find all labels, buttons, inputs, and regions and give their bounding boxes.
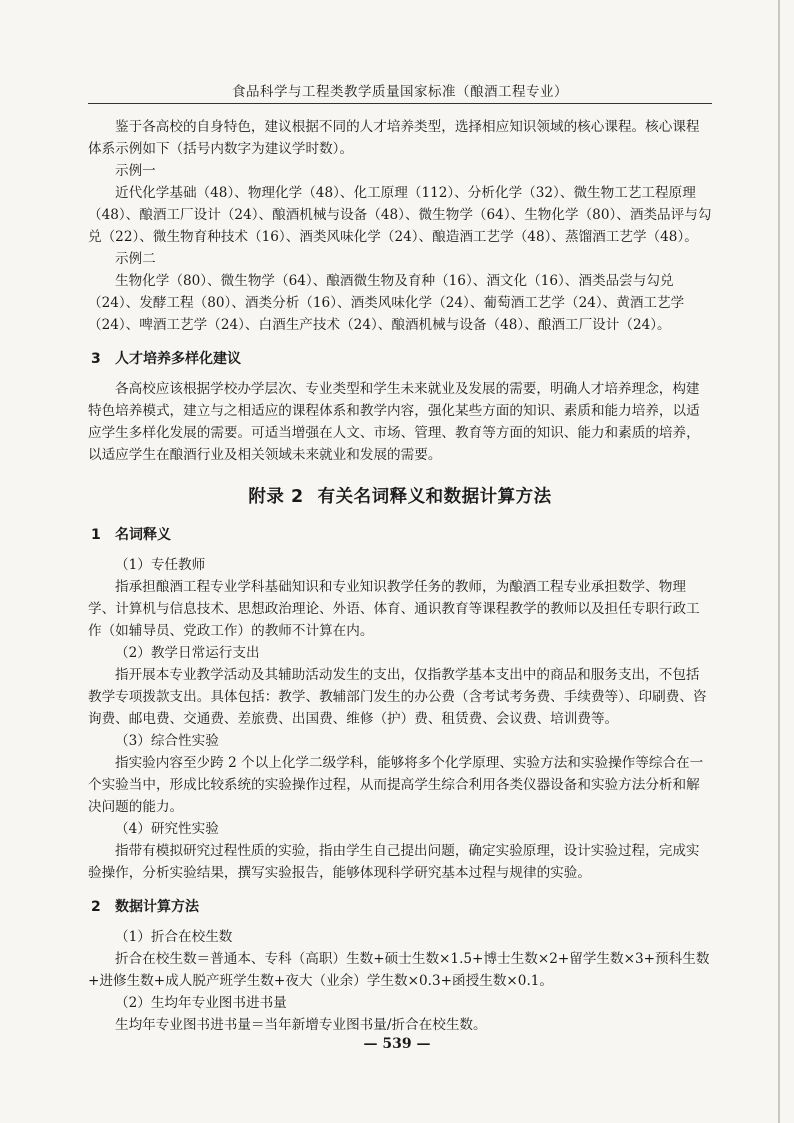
appendix-section-1-heading [88, 524, 712, 546]
appendix-section-2-number: 2 [91, 899, 101, 915]
section-3-paragraph: 各高校应该根据学校办学层次、专业类型和学生未来就业及发展的需要，明确人才培养理念，构建特色培养模式，建立与之相适应的课程体系和教学内容，强化某些方面的知识、素质和能力培养，以适应学生多样化发展的需要。可适当增强在人文、市场、管理、教育等方面的知识、能力和素质的培养，以适应学生在酿酒行业及相关领域未来就业和发展的需要。 [88, 381, 700, 463]
term-3-label: （3）综合性实验 [115, 733, 219, 749]
calc-2-formula: 生均年专业图书进书量＝当年新增专业图书量/折合在校生数。 [115, 1017, 487, 1033]
example2-courses: 生物化学（80）、微生物学（64）、酿酒微生物及育种（16）、酒文化（16）、酒类品尝与勾兑（24）、发酵工程（80）、酒类分析（16）、酒类风味化学（24）、葡萄酒工艺学（24）、黄酒工艺学（24）、啤酒工艺学（24）、白酒生产技术（24）、酿酒机械与设备（48）、酿酒工厂设计（24）。 [88, 273, 685, 333]
term-1-label: （1）专任教师 [115, 557, 206, 573]
calc-1-label: （1）折合在校生数 [115, 929, 233, 945]
calc-2-label: （2）生均年专业图书进书量 [115, 995, 287, 1011]
page-content [88, 116, 712, 1036]
appendix-section-1-number: 1 [91, 527, 101, 543]
term-2-definition: 指开展本专业教学活动及其辅助活动发生的支出，仅指教学基本支出中的商品和服务支出，不包括教学专项拨款支出。具体包括：教学、教辅部门发生的办公费（含考试考务费、手续费等）、印刷费、咨询费、邮电费、交通费、差旅费、出国费、维修（护）费、租赁费、会议费、培训费等。 [88, 667, 707, 727]
appendix-2-title [88, 486, 712, 508]
example2-label: 示例二 [115, 251, 156, 267]
example1-label: 示例一 [115, 163, 156, 179]
appendix-title-text: 有关名词释义和数据计算方法 [317, 487, 552, 507]
term-1-definition: 指承担酿酒工程专业学科基础知识和专业知识教学任务的教师，为酿酒工程专业承担数学、物理学、计算机与信息技术、思想政治理论、外语、体育、通识教育等课程教学的教师以及担任专职行政工作（如辅导员、党政工作）的教师不计算在内。 [88, 579, 700, 639]
header-rule [88, 103, 712, 104]
example1-courses: 近代化学基础（48）、物理化学（48）、化工原理（112）、分析化学（32）、微生物工艺工程原理（48）、酿酒工厂设计（24）、酿酒机械与设备（48）、微生物学（64）、生物化学（80）、酒类品评与勾兑（22）、微生物育种技术（16）、酒类风味化学（24）、酿造酒工艺学（48）、蒸馏酒工艺学（48）。 [88, 185, 712, 245]
section-3-title: 人才培养多样化建议 [115, 351, 241, 367]
running-header: 食品科学与工程类教学质量国家标准（酿酒工程专业） [232, 84, 568, 100]
section-3-heading [88, 348, 712, 370]
appendix-section-2-heading [88, 896, 712, 918]
term-2-label: （2）教学日常运行支出 [115, 645, 260, 661]
term-3-definition: 指实验内容至少跨 2 个以上化学二级学科，能够将多个化学原理、实验方法和实验操作等综合在一个实验当中，形成比较系统的实验操作过程，从而提高学生综合利用各类仪器设备和实验方法分析和解决问题的能力。 [88, 755, 704, 815]
intro-paragraph: 鉴于各高校的自身特色，建议根据不同的人才培养类型，选择相应知识领域的核心课程。核心课程体系示例如下（括号内数字为建议学时数）。 [88, 119, 700, 157]
calc-1-formula: 折合在校生数＝普通本、专科（高职）生数+硕士生数×1.5+博士生数×2+留学生数×3+预科生数+进修生数+成人脱产班学生数+夜大（业余）学生数×0.3+函授生数×0.1。 [88, 951, 710, 989]
page-number: — 539 — [363, 1036, 431, 1052]
scan-edge-line [778, 0, 780, 1123]
section-3-number: 3 [91, 351, 101, 367]
appendix-section-2-title: 数据计算方法 [115, 899, 199, 915]
term-4-label: （4）研究性实验 [115, 821, 219, 837]
appendix-section-1-title: 名词释义 [115, 527, 171, 543]
term-4-definition: 指带有模拟研究过程性质的实验，指由学生自己提出问题，确定实验原理，设计实验过程，完成实验操作，分析实验结果，撰写实验报告，能够体现科学研究基本过程与规律的实验。 [88, 843, 700, 881]
appendix-label: 附录 2 [248, 487, 304, 507]
